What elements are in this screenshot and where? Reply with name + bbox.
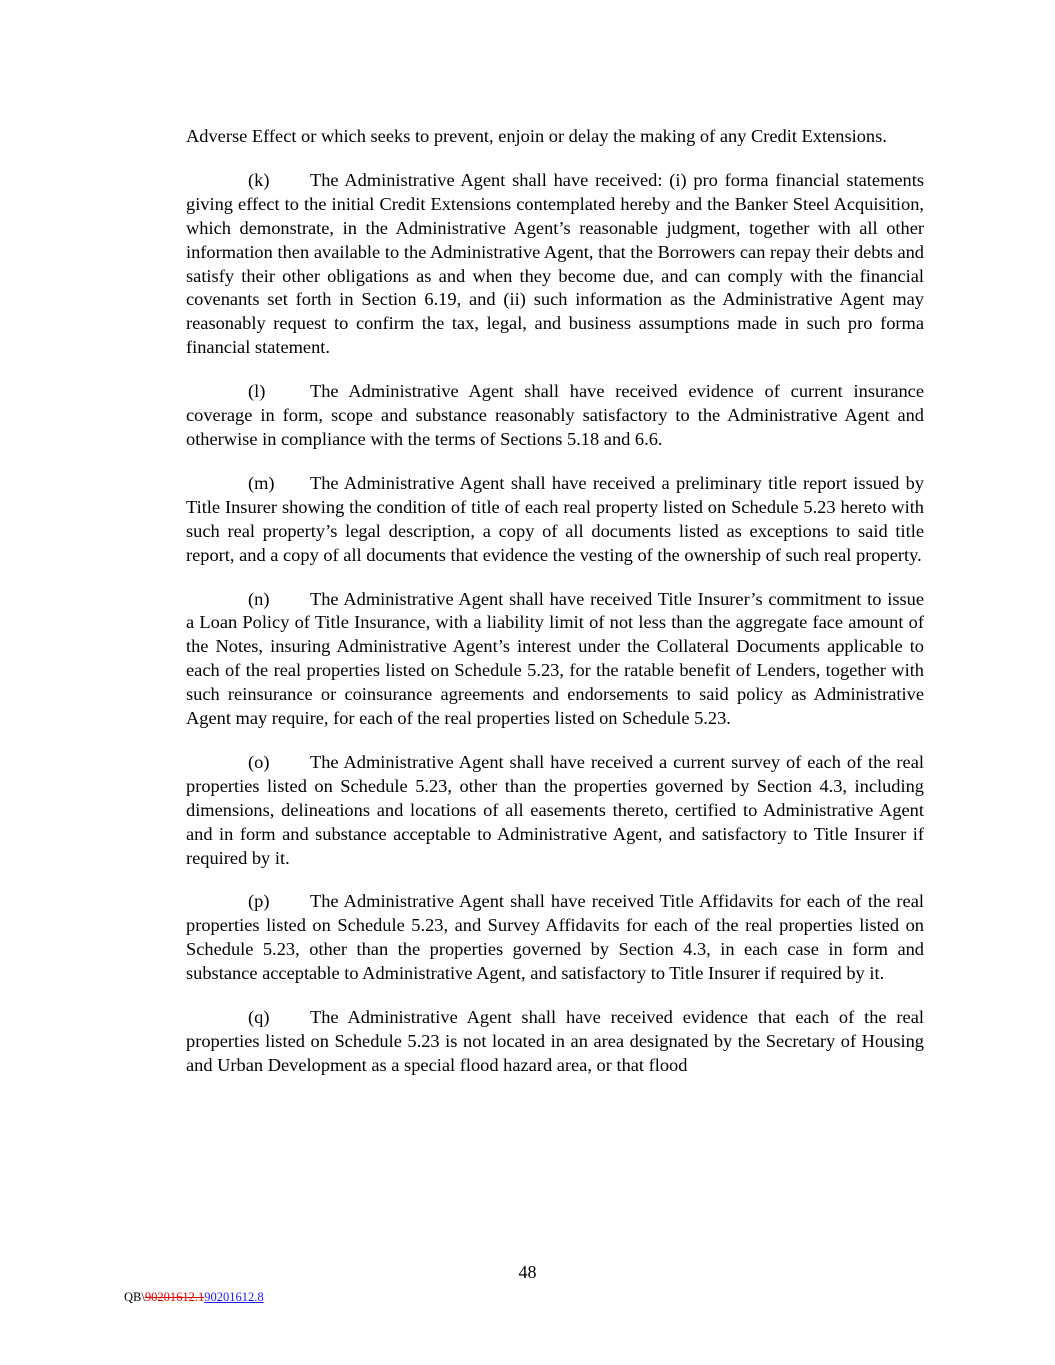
paragraph-label: (q) xyxy=(248,1007,270,1028)
paragraph-label: (m) xyxy=(248,472,275,493)
paragraph-text: The Administrative Agent shall have received Title Affidavits for each of the real properties listed on Schedule 5.23, and Survey Affidavits for each of the real properties listed on Schedule 5.23, other than the properties governed by Section 4.3, in each case in form and substance acceptable to Administrative Agent, and satisfactory to Title Insurer if required by it. xyxy=(186,891,924,984)
paragraph-text: The Administrative Agent shall have received Title Insurer’s commitment to issue a Loan Policy of Title Insurance, with a liability limit of not less than the aggregate face amount of the Notes, insuring Administrative Agent’s interest under the Collateral Documents applicable to each of the real properties listed on Schedule 5.23, for the ratable benefit of Lenders, together with such reinsurance or coinsurance agreements and endorsements to said policy as Administrative Agent may require, for each of the real properties listed on Schedule 5.23. xyxy=(186,588,924,729)
paragraph-m xyxy=(186,472,924,568)
doc-id-prefix: QB\ xyxy=(124,1290,145,1304)
paragraph-n xyxy=(186,588,924,731)
paragraph-label: (k) xyxy=(248,169,270,190)
paragraph-label: (o) xyxy=(248,751,270,772)
paragraph-p xyxy=(186,890,924,986)
paragraph-k xyxy=(186,169,924,360)
paragraph-text: The Administrative Agent shall have received a current survey of each of the real properties listed on Schedule 5.23, other than the properties governed by Section 4.3, including dimensions, delineations and locations of all easements thereto, certified to Administrative Agent and in form and substance acceptable to Administrative Agent, and satisfactory to Title Insurer if required by it. xyxy=(186,751,924,868)
paragraph-label: (l) xyxy=(248,381,266,402)
page-number: 48 xyxy=(518,1262,537,1282)
paragraph-text: The Administrative Agent shall have received a preliminary title report issued by Title Insurer showing the condition of title of each real property listed on Schedule 5.23 hereto with such real property’s legal description, a copy of all documents listed as exceptions to said title report, and a copy of all documents that evidence the vesting of the ownership of such real property. xyxy=(186,472,924,565)
paragraph-text: The Administrative Agent shall have received evidence of current insurance coverage in form, scope and substance reasonably satisfactory to the Administrative Agent and otherwise in compliance with the terms of Sections 5.18 and 6.6. xyxy=(186,381,924,449)
document-body xyxy=(186,125,924,1098)
document-id-footer xyxy=(124,1289,264,1305)
paragraph-q xyxy=(186,1006,924,1078)
paragraph-text: The Administrative Agent shall have received: (i) pro forma financial statements giving effect to the initial Credit Extensions contemplated hereby and the Banker Steel Acquisition, which demonstrate, in the Administrative Agent’s reasonable judgment, together with all other information then available to the Administrative Agent, that the Borrowers can repay their debts and satisfy their other obligations as and when they become due, and can comply with the financial covenants set forth in Section 6.19, and (ii) such information as the Administrative Agent may reasonably request to confirm the tax, legal, and business assumptions made in such pro forma financial statement. xyxy=(186,169,924,358)
doc-id-inserted[interactable]: 90201612.8 xyxy=(204,1290,264,1304)
paragraph-o xyxy=(186,751,924,871)
paragraph-label: (p) xyxy=(248,891,270,912)
paragraph-l xyxy=(186,380,924,452)
doc-id-deleted: 90201612.1 xyxy=(144,1290,205,1304)
paragraph-text: The Administrative Agent shall have received evidence that each of the real properties listed on Schedule 5.23 is not located in an area designated by the Secretary of Housing and Urban Development as a special flood hazard area, or that flood xyxy=(186,1007,924,1075)
opening-paragraph: Adverse Effect or which seeks to prevent, enjoin or delay the making of any Credit Extensions. xyxy=(186,126,887,146)
paragraph-label: (n) xyxy=(248,588,270,609)
